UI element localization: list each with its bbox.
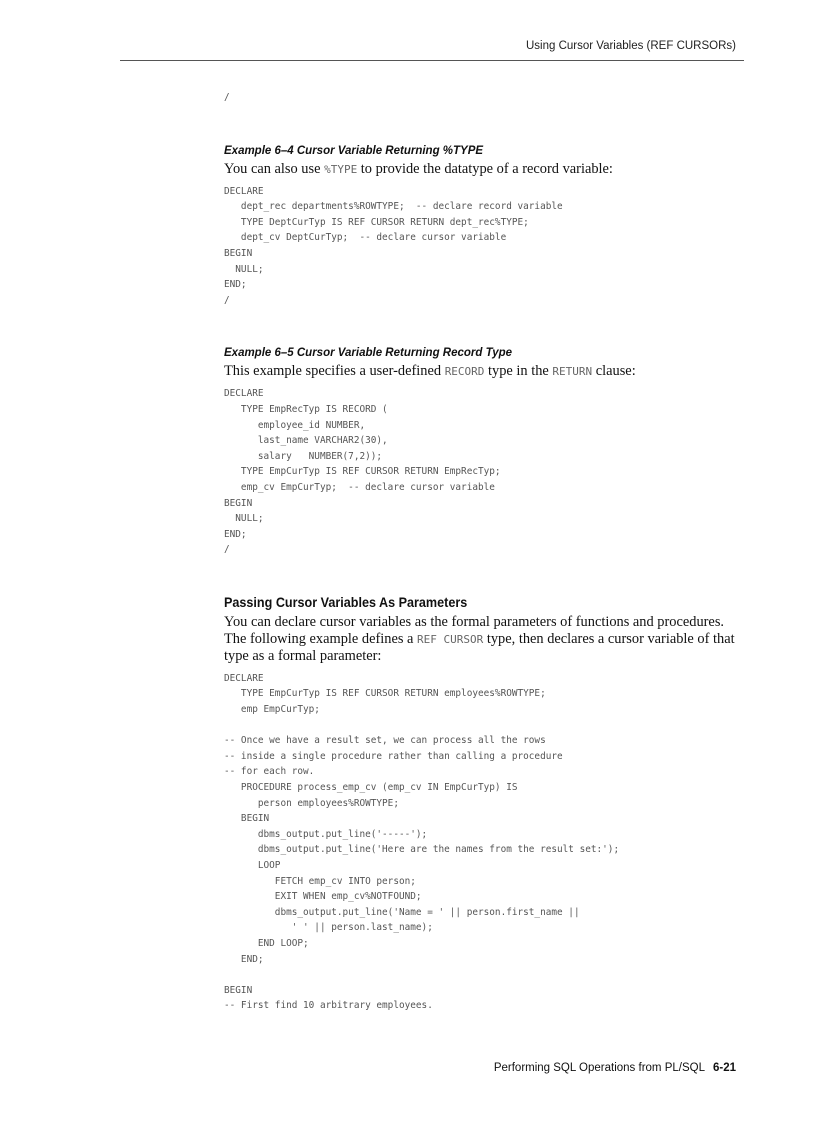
example-6-5-text-part: type in the bbox=[484, 363, 553, 380]
example-6-4-text-part: You can also use bbox=[224, 160, 325, 177]
footer-text: Performing SQL Operations from PL/SQL bbox=[493, 1062, 705, 1074]
section-text-part: You can declare cursor variables as the formal parameters of functions and procedures. The following example defines a bbox=[224, 613, 725, 647]
example-6-5-text bbox=[224, 363, 744, 380]
running-header bbox=[120, 38, 744, 61]
section-title: Passing Cursor Variables As Parameters bbox=[224, 593, 468, 610]
section-text-part: type, then declares a cursor variable of that type as a formal parameter: bbox=[224, 630, 735, 664]
example-6-4-code: DECLARE dept_rec departments%ROWTYPE; -- declare record variable TYPE DeptCurTyp IS REF CURSOR RETURN dept_rec%TYPE; dept_cv DeptCurTyp; -- declare cursor variable BEGIN NULL; END; / bbox=[224, 185, 563, 306]
example-6-5-text-code: RETURN bbox=[552, 365, 593, 379]
intro-code: / bbox=[224, 92, 230, 103]
example-6-5-title: Example 6–5 Cursor Variable Returning Record Type bbox=[224, 347, 513, 360]
example-6-5-text-code: RECORD bbox=[444, 365, 485, 379]
example-6-5-code: DECLARE TYPE EmpRecTyp IS RECORD ( employee_id NUMBER, last_name VARCHAR2(30), salary NUMBER(7,2)); TYPE EmpCurTyp IS REF CURSOR RETURN EmpRecTyp; emp_cv EmpCurTyp; -- declare cursor variable BEGIN NULL; END; / bbox=[224, 388, 501, 556]
example-6-4-text-code: %TYPE bbox=[324, 162, 358, 176]
example-6-5-text-part: clause: bbox=[592, 363, 636, 380]
example-6-4-text bbox=[224, 161, 744, 178]
page-number: 6-21 bbox=[712, 1062, 736, 1074]
example-6-4-title: Example 6–4 Cursor Variable Returning %TYPE bbox=[224, 144, 484, 157]
header-title: Using Cursor Variables (REF CURSORs) bbox=[525, 40, 736, 52]
running-footer bbox=[494, 1062, 736, 1074]
section-text-code: REF CURSOR bbox=[417, 632, 484, 646]
example-6-5-text-part: This example specifies a user-defined bbox=[224, 363, 445, 380]
section-code: DECLARE TYPE EmpCurTyp IS REF CURSOR RETURN employees%ROWTYPE; emp EmpCurTyp; -- Once we have a result set, we can process all the rows -- inside a single procedure rather than calling a procedure -- for each row. PROCEDURE process_emp_cv (emp_cv IN EmpCurTyp) IS person employees%ROWTYPE; BEGIN dbms_output.put_line('-----'); dbms_output.put_line('Here are the names from the result set:'); LOOP FETCH emp_cv INTO person; EXIT WHEN emp_cv%NOTFOUND; dbms_output.put_line('Name = ' || person.first_name || ' ' || person.last_name); END LOOP; END; BEGIN -- First find 10 arbitrary employees. bbox=[224, 672, 620, 1012]
page-content bbox=[224, 90, 744, 1014]
example-6-4-text-part: to provide the datatype of a record variable: bbox=[357, 160, 613, 177]
section-text bbox=[224, 614, 744, 665]
